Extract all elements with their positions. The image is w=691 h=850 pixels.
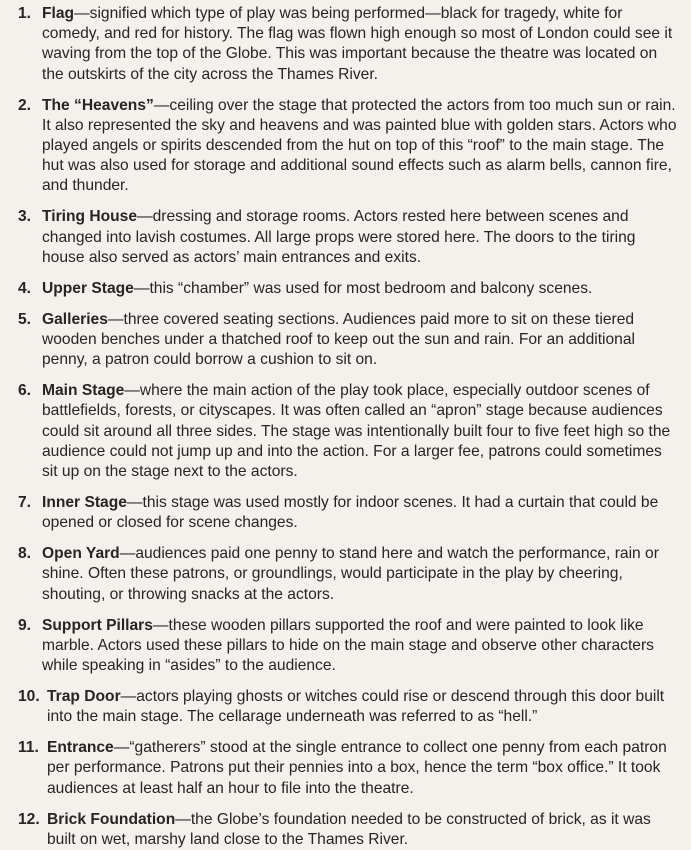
item-term: Brick Foundation <box>47 810 176 828</box>
item-body: Flag—signified which type of play was being performed—black for tragedy, white for comedy, and red for history. The flag was flown high enough so most of London could see it waving from the top of the Globe. This was important because the theatre was located on the outskirts of the city across the Thames River. <box>42 5 673 83</box>
list-item <box>18 96 677 197</box>
item-number: 12. <box>18 810 40 828</box>
item-body: Open Yard—audiences paid one penny to stand here and watch the performance, rain or shine. Often these patrons, or groundlings, would participate in the play by cheering, shouting, or throwing snacks at the actors. <box>42 545 659 603</box>
item-body: Brick Foundation—the Globe’s foundation needed to be constructed of brick, as it was built on wet, marshy land close to the Thames River. <box>47 810 651 848</box>
item-number: 7. <box>18 494 32 512</box>
item-body: Galleries—three covered seating sections. Audiences paid more to sit on these tiered wooden benches under a thatched roof to keep out the sun and rain. For an additional penny, a patron could borrow a cushion to sit on. <box>42 310 635 369</box>
item-body: Trap Door—actors playing ghosts or witches could rise or descend through this door built into the main stage. The cellarage underneath was referred to as “hell.” <box>47 688 665 726</box>
item-term: Inner Stage <box>42 494 127 512</box>
item-term: Open Yard <box>42 545 120 563</box>
item-term: Main Stage <box>42 382 125 400</box>
item-term: Trap Door <box>47 688 121 706</box>
item-term: Tiring House <box>42 208 138 226</box>
item-body: Support Pillars—these wooden pillars supported the roof and were painted to look like marble. Actors used these pillars to hide on the main stage and observe other characters while speaking in “asides” to the audience. <box>42 616 654 675</box>
glossary-list <box>18 4 677 850</box>
item-term: Entrance <box>47 739 114 757</box>
item-term: Upper Stage <box>42 279 134 297</box>
list-item <box>18 738 677 799</box>
item-number: 10. <box>18 688 40 706</box>
item-term: The “Heavens” <box>42 96 154 114</box>
item-text: “gatherers” stood at the single entrance to collect one penny from each patron per performance. Patrons put their pennies into a box, hence the term “box office.” It took audiences at least half an hour to file into the theatre. <box>47 739 667 797</box>
list-item <box>18 207 677 268</box>
list-item <box>18 381 677 482</box>
item-text: ceiling over the stage that protected the actors from too much sun or rain. It also represented the sky and heavens and was painted blue with golden stars. Actors who played angels or spirits descended from the hut on top of this “roof” to the main stage. The hut was also used for storage and additional sound effects such as alarm bells, cannon fire, and thunder. <box>42 96 677 195</box>
item-number: 9. <box>18 616 32 634</box>
item-number: 3. <box>18 208 32 226</box>
item-term: Support Pillars <box>42 616 153 634</box>
list-item <box>18 810 677 850</box>
item-body: Inner Stage—this stage was used mostly for indoor scenes. It had a curtain that could be opened or closed for scene changes. <box>42 494 659 532</box>
list-item <box>18 279 677 299</box>
list-item <box>18 616 677 677</box>
list-item <box>18 310 677 371</box>
item-number: 1. <box>18 5 32 22</box>
item-text: this stage was used mostly for indoor scenes. It had a curtain that could be opened or closed for scene changes. <box>42 494 659 532</box>
item-text: three covered seating sections. Audiences paid more to sit on these tiered wooden benches under a thatched roof to keep out the sun and rain. For an additional penny, a patron could borrow a cushion to sit on. <box>42 310 635 369</box>
item-body: Upper Stage—this “chamber” was used for most bedroom and balcony scenes. <box>42 279 593 297</box>
item-text: actors playing ghosts or witches could rise or descend through this door built into the main stage. The cellarage underneath was referred to as “hell.” <box>47 688 665 726</box>
item-text: where the main action of the play took place, especially outdoor scenes of battlefields, forests, or cityscapes. It was often called an “apron” stage because audiences could sit around all three sides. The stage was intentionally built four to five feet high so the audience could not jump up and into the action. For a larger fee, patrons could sometimes sit up on the stage next to the actors. <box>42 382 671 481</box>
item-number: 6. <box>18 382 32 400</box>
item-text: these wooden pillars supported the roof and were painted to look like marble. Actors used these pillars to hide on the main stage and observe other characters while speaking in “asides” to the audience. <box>42 616 654 675</box>
item-number: 8. <box>18 545 32 563</box>
item-body: Main Stage—where the main action of the play took place, especially outdoor scenes of battlefields, forests, or cityscapes. It was often called an “apron” stage because audiences could sit around all three sides. The stage was intentionally built four to five feet high so the audience could not jump up and into the action. For a larger fee, patrons could sometimes sit up on the stage next to the actors. <box>42 382 671 481</box>
item-term: Galleries <box>42 310 108 328</box>
item-number: 11. <box>18 739 39 757</box>
item-body: Tiring House—dressing and storage rooms. Actors rested here between scenes and changed into lavish costumes. All large props were stored here. The doors to the tiring house also served as actors’ main entrances and exits. <box>42 208 636 266</box>
item-text: signified which type of play was being performed—black for tragedy, white for comedy, and red for history. The flag was flown high enough so most of London could see it waving from the top of the Globe. This was important because the theatre was located on the outskirts of the city across the Thames River. <box>42 5 673 83</box>
list-item <box>18 544 677 605</box>
item-body: The “Heavens”—ceiling over the stage that protected the actors from too much sun or rain. It also represented the sky and heavens and was painted blue with golden stars. Actors who played angels or spirits descended from the hut on top of this “roof” to the main stage. The hut was also used for storage and additional sound effects such as alarm bells, cannon fire, and thunder. <box>42 96 677 195</box>
item-number: 5. <box>18 310 32 328</box>
list-item <box>18 4 677 85</box>
item-text: dressing and storage rooms. Actors rested here between scenes and changed into lavish costumes. All large props were stored here. The doors to the tiring house also served as actors’ main entrances and exits. <box>42 208 636 266</box>
item-body: Entrance—“gatherers” stood at the single entrance to collect one penny from each patron per performance. Patrons put their pennies into a box, hence the term “box office.” It took audiences at least half an hour to file into the theatre. <box>47 739 667 797</box>
list-item <box>18 687 677 727</box>
item-text: audiences paid one penny to stand here and watch the performance, rain or shine. Often these patrons, or groundlings, would participate in the play by cheering, shouting, or throwing snacks at the actors. <box>42 545 659 603</box>
list-item <box>18 493 677 533</box>
item-number: 2. <box>18 96 32 114</box>
item-number: 4. <box>18 279 32 297</box>
item-text: this “chamber” was used for most bedroom and balcony scenes. <box>149 279 593 297</box>
item-text: the Globe’s foundation needed to be constructed of brick, as it was built on wet, marshy land close to the Thames River. <box>47 810 651 848</box>
item-term: Flag <box>42 5 75 22</box>
